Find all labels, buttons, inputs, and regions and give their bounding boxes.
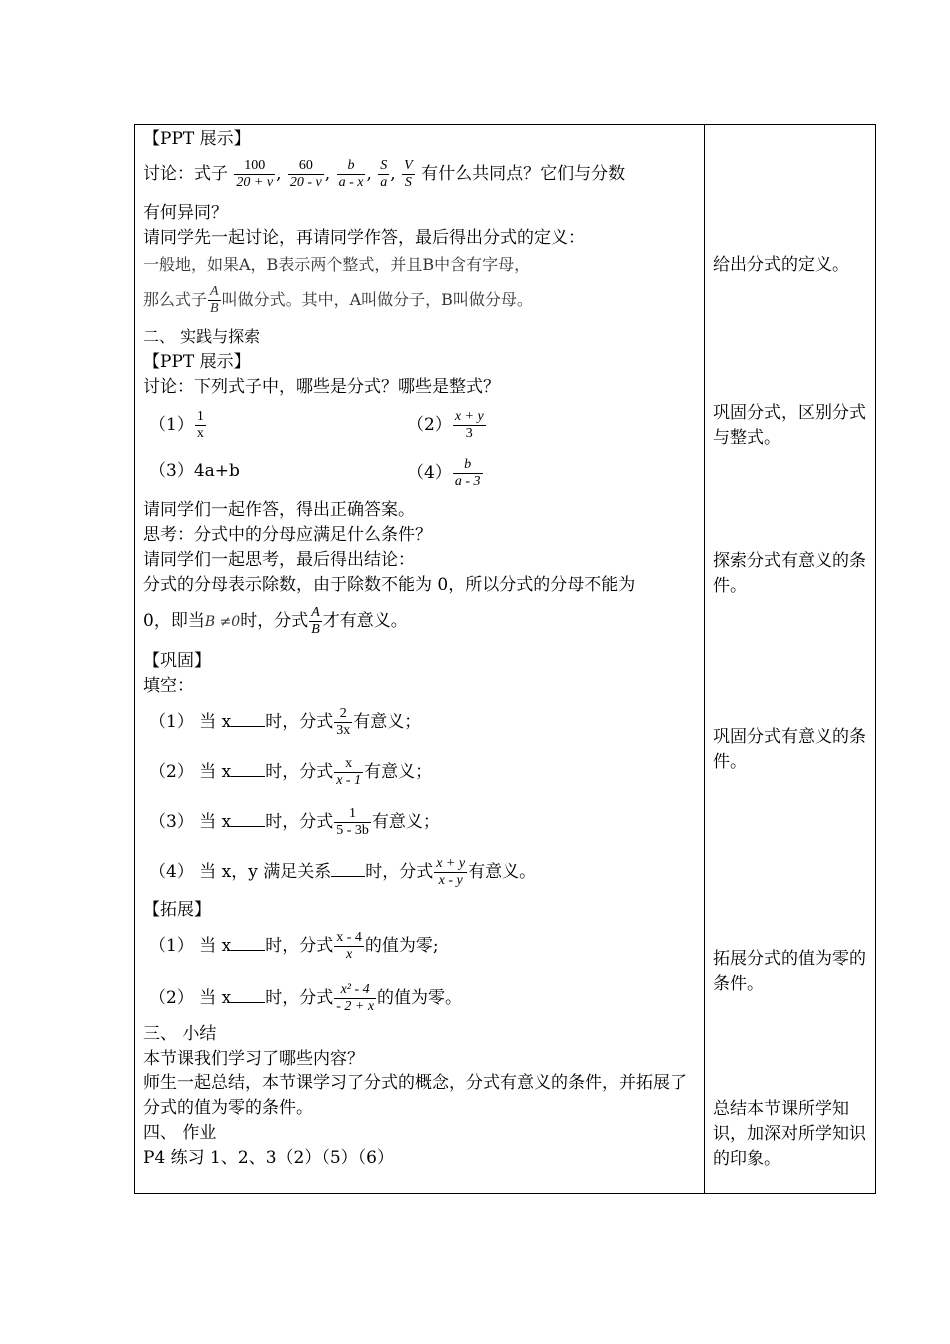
think-conclusion: 请同学们一起思考，最后得出结论： [143,550,415,570]
consolidate-item-3: （3） 当 x 时，分式 $\frac{1}{5 - 3b}$ 有意义； [149,806,440,838]
purpose-4: 巩固分式有意义的条件。 [713,727,866,772]
purpose-3: 探索分式有意义的条件。 [713,551,866,596]
fraction-4: $\frac{S}{a}$ [380,158,388,190]
question-3: （3）4a+b [149,461,240,481]
definition-line-2: 那么式子 $\frac{A}{B}$ 叫做分式。其中，A叫做分子，B叫做分母。 [143,284,533,316]
consolidate-fraction-4: $\frac{x + y}{x - y}$ [436,856,466,888]
consolidate-heading: 【巩固】 [143,651,211,671]
purpose-2: 巩固分式，区别分式与整式。 [713,403,866,448]
fill-in-label: 填空： [143,676,194,696]
blank [231,712,265,727]
section-2-heading: 二、 实践与探索 [143,327,261,346]
fraction-1: $\frac{100}{20 + v}$ [236,158,274,190]
fraction-2: $\frac{60}{20 - v}$ [289,158,322,190]
ppt-heading-1: 【PPT 展示】 [143,129,251,149]
explanation-line-1: 分式的分母表示除数，由于除数不能为 0，所以分式的分母不能为 [143,575,636,595]
extend-item-2: （2） 当 x 时，分式 $\frac{\text{x² - 4}}{- 2 + x}$ 的值为零。 [149,982,463,1014]
consolidate-fraction-1: $\frac{2}{3x}$ [336,706,351,738]
summary-question: 本节课我们学习了哪些内容？ [143,1049,364,1069]
discussion-1-post: 有什么共同点？它们与分数 [421,164,626,184]
consolidate-item-1: （1） 当 x 时，分式 $\frac{2}{3x}$ 有意义； [149,706,422,738]
definition-fraction: $\frac{A}{B}$ [210,284,219,316]
question-4: （4） $\frac{b}{a - 3}$ [407,457,481,489]
purpose-1: 给出分式的定义。 [713,255,849,275]
extend-fraction-2: $\frac{\text{x² - 4}}{- 2 + x}$ [336,982,375,1014]
question-1-fraction: $\frac{1}{x}$ [196,409,204,441]
discussion-1: 讨论：式子 $\frac{100}{20 + v}$ , $\frac{60}{20 - v}$ , $\frac{b}{a - x}$ , $\frac{S}{a}$ , $\frac{V}{S}$ 有什么共同点？它们与分数 [143,158,626,190]
fraction-5: $\frac{V}{S}$ [404,158,413,190]
ask-definition: 请同学先一起讨论，再请同学作答，最后得出分式的定义： [143,228,585,248]
lesson-table [134,124,876,1194]
extend-fraction-1: $\frac{x - 4}{x}$ [336,930,362,962]
ppt-heading-2: 【PPT 展示】 [143,352,251,372]
blank [231,988,265,1003]
question-1: （1） $\frac{1}{x}$ [149,409,204,441]
fraction-3: $\frac{b}{a - x}$ [338,158,364,190]
extend-heading: 【拓展】 [143,900,211,920]
extend-item-1: （1） 当 x 时，分式 $\frac{x - 4}{x}$ 的值为零; [149,930,439,962]
homework: P4 练习 1、2、3（2）（5）（6） [143,1148,394,1168]
explanation-line-2: 0，即当B ≠0时，分式 $\frac{A}{B}$ 才有意义。 [143,605,408,637]
purpose-6: 总结本节课所学知识，加深对所学知识的印象。 [713,1099,866,1169]
discussion-1-pre: 讨论：式子 [143,164,228,184]
discussion-2: 讨论：下列式子中，哪些是分式？哪些是整式？ [143,377,500,397]
section-4-heading: 四、 作业 [143,1123,217,1143]
question-2-fraction: $\frac{x + y}{3}$ [454,409,484,441]
blank [331,862,365,877]
think-question: 思考：分式中的分母应满足什么条件？ [143,525,432,545]
consolidate-item-2: （2） 当 x 时，分式 $\frac{x}{x - 1}$ 有意义； [149,756,433,788]
consolidate-item-4: （4） 当 x，y 满足关系 时，分式 $\frac{x + y}{x - y}$ 有意义。 [149,856,537,888]
purpose-5: 拓展分式的值为零的条件。 [713,949,866,994]
summary-answer: 师生一起总结，本节课学习了分式的概念，分式有意义的条件，并拓展了分式的值为零的条件。 [143,1073,687,1118]
answer-together: 请同学们一起作答，得出正确答案。 [143,500,415,520]
blank [231,936,265,951]
definition-line-1: 一般地，如果A，B表示两个整式，并且B中含有字母， [143,255,531,274]
blank [231,762,265,777]
section-3-heading: 三、 小结 [143,1024,217,1044]
explanation-fraction: $\frac{A}{B}$ [311,605,320,637]
question-4-fraction: $\frac{b}{a - 3}$ [454,457,481,489]
consolidate-fraction-3: $\frac{1}{5 - 3b}$ [336,806,369,838]
consolidate-fraction-2: $\frac{x}{x - 1}$ [336,756,362,788]
question-2: （2） $\frac{x + y}{3}$ [407,409,484,441]
blank [231,812,265,827]
discussion-1-line2: 有何异同？ [143,203,228,223]
column-divider [704,125,705,1193]
